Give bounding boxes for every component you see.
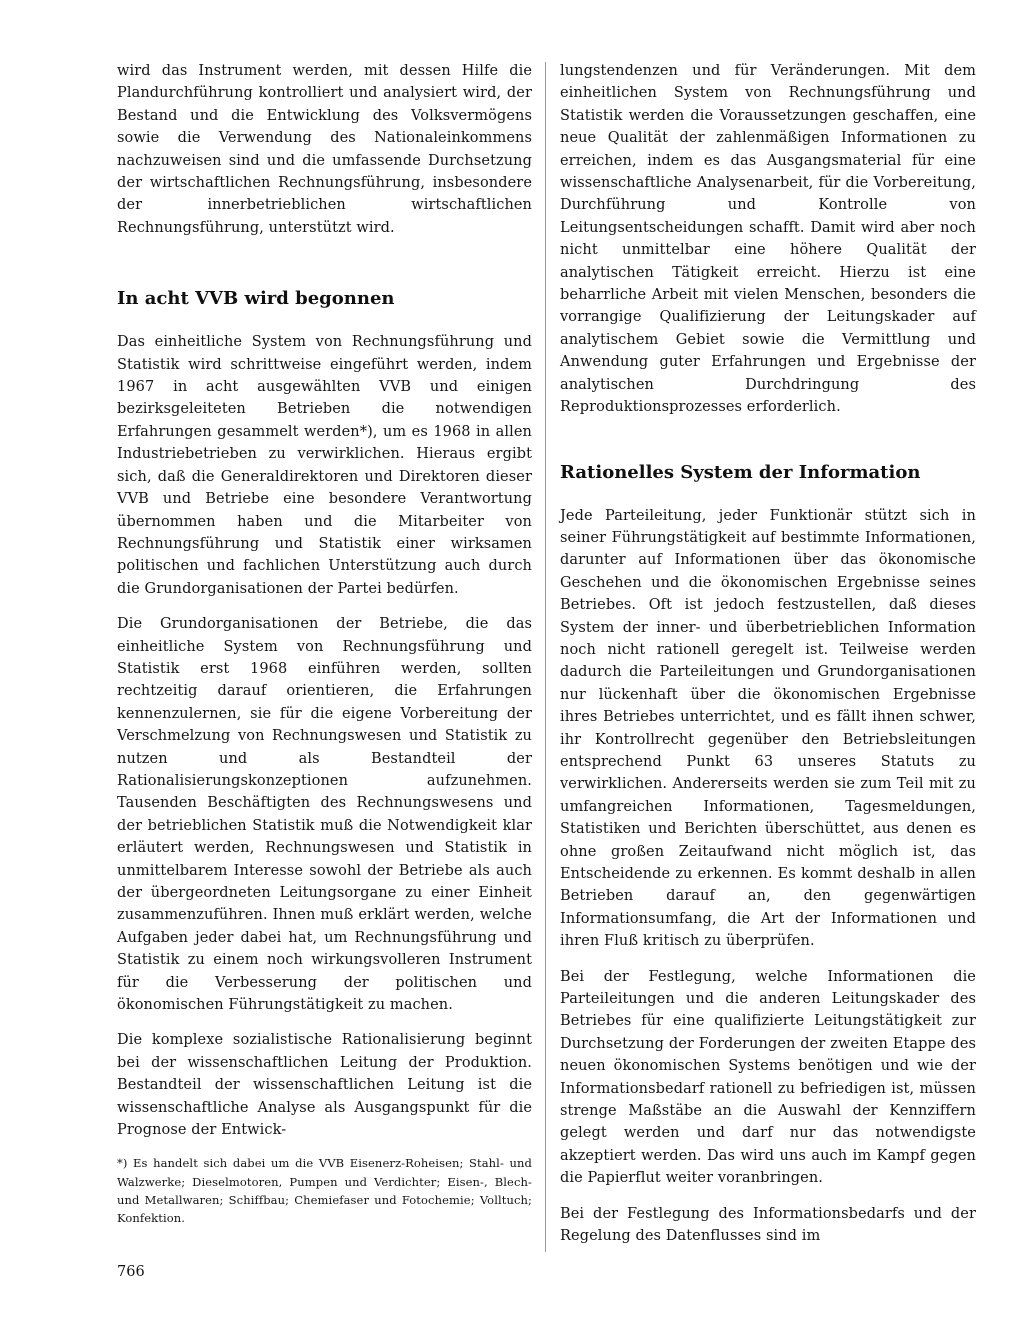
left-column xyxy=(117,60,532,1228)
page-number: 766 xyxy=(117,1264,145,1280)
paragraph-festlegung-datenfluss: Bei der Festlegung des Informationsbedarfs und der Regelung des Datenflusses sind im xyxy=(560,1205,976,1245)
paragraph-einfuehrung: Das einheitliche System von Rechnungsführung und Statistik wird schrittweise eingeführt werden, indem 1967 in acht ausgewählten VVB und einigen bezirksgeleiteten Betrieben die notwendigen Erfahrungen gesammelt werden*), um es 1968 in allen Industriebetrieben zu verwirklichen. Hieraus ergibt sich, daß die Generaldirektoren und Direktoren dieser VVB und Betriebe eine besondere Verantwortung übernommen haben und die Mitarbeiter von Rechnungsführung und Statistik einer wirksamen politischen und fachlichen Unterstützung auch durch die Grundorganisationen der Partei bedürfen. xyxy=(117,334,532,597)
section-heading-information: Rationelles System der Information xyxy=(560,461,921,483)
right-column xyxy=(560,60,976,1261)
left-intro-paragraph: wird das Instrument werden, mit dessen Hilfe die Plandurchführung kontrolliert und analysiert wird, der Bestand und die Entwicklung des Volksvermögens sowie die Verwendung des Nationaleinkommens nachzuweisen sind und die umfassende Durchsetzung der wirtschaftlichen Rechnungsführung, insbesondere der innerbetrieblichen wirtschaftlichen Rechnungsführung, unterstützt wird. xyxy=(117,63,532,236)
paragraph-grundorganisationen: Die Grundorganisationen der Betriebe, die das einheitliche System von Rechnungsführung und Statistik erst 1968 einführen werden, sollten rechtzeitig darauf orientieren, die Erfahrungen kennenzulernen, sie für die eigene Vorbereitung der Verschmelzung von Rechnungswesen und Statistik zu nutzen und als Bestandteil der Rationalisierungskonzeptionen aufzunehmen. Tausenden Beschäftigten des Rechnungswesens und der betrieblichen Statistik muß die Notwendigkeit klar erläutert werden, Rechnungswesen und Statistik in unmittelbarem Interesse sowohl der Betriebe als auch der übergeordneten Leitungsorgane zu einer Einheit zusammenzuführen. Ihnen muß erklärt werden, welche Aufgaben jeder dabei hat, um Rechnungsführung und Statistik zu einem noch wirkungsvolleren Instrument für die Verbesserung der politischen und ökonomischen Führungstätigkeit zu machen. xyxy=(117,616,532,1014)
paragraph-rationalisierung: Die komplexe sozialistische Rationalisierung beginnt bei der wissenschaftlichen Leitung der Produktion. Bestandteil der wissenschaftlichen Leitung ist die wissenschaftliche Analyse als Ausgangspunkt für die Prognose der Entwick- xyxy=(117,1032,532,1139)
paragraph-festlegung-informationen: Bei der Festlegung, welche Informationen die Parteileitungen und die anderen Leitungskader des Betriebes für eine qualifizierte Leitungstätigkeit zur Durchsetzung der Forderungen der zweiten Etappe des neuen ökonomischen Systems benötigen und wie der Informationsbedarf rationell zu befriedigen ist, müssen strenge Maßstäbe an die Auswahl der Kennziffern gelegt werden und darf nur das notwendigste akzeptiert werden. Das wird uns auch im Kampf gegen die Papierflut weiter voranbringen. xyxy=(560,968,976,1187)
footnote: *) Es handelt sich dabei um die VVB Eisenerz-Roheisen; Stahl- und Walzwerke; Dieselmotoren, Pumpen und Verdichter; Eisen-, Blech- und Metallwaren; Schiffbau; Chemiefaser und Fotochemie; Volltuch; Konfektion. xyxy=(117,1156,532,1226)
section-heading-vvb: In acht VVB wird begonnen xyxy=(117,288,395,310)
right-intro-paragraph: lungstendenzen und für Veränderungen. Mit dem einheitlichen System von Rechnungsführung und Statistik werden die Voraussetzungen geschaffen, eine neue Qualität der zahlenmäßigen Informationen zu erreichen, indem es das Ausgangsmaterial für eine wissenschaftliche Analysenarbeit, für die Vorbereitung, Durchführung und Kontrolle von Leitungsentscheidungen schafft. Damit wird aber noch nicht unmittelbar eine höhere Qualität der analytischen Tätigkeit erreicht. Hierzu ist eine beharrliche Arbeit mit vielen Menschen, besonders die vorrangige Qualifizierung der Leitungskader auf analytischem Gebiet sowie die Vermittlung und Anwendung guter Erfahrungen und Ergebnisse der analytischen Durchdringung des Reproduktionsprozesses erforderlich. xyxy=(560,63,976,416)
column-divider xyxy=(545,62,546,1252)
paragraph-parteileitung: Jede Parteileitung, jeder Funktionär stützt sich in seiner Führungstätigkeit auf bestimmte Informationen, darunter auf Informationen über das ökonomische Geschehen und die ökonomischen Ergebnisse seines Betriebes. Oft ist jedoch festzustellen, daß dieses System der inner- und überbetrieblichen Information noch nicht rationell geregelt ist. Teilweise werden dadurch die Parteileitungen und Grundorganisationen nur lückenhaft über die ökonomischen Ergebnisse ihres Betriebes unterrichtet, und es fällt ihnen schwer, ihr Kontrollrecht gegenüber den Betriebsleitungen entsprechend Punkt 63 unseres Statuts zu verwirklichen. Andererseits werden sie zum Teil mit zu umfangreichen Informationen, Tagesmeldungen, Statistiken und Berichten überschüttet, aus denen es ohne großen Zeitaufwand nicht möglich ist, das Entscheidende zu erkennen. Es kommt deshalb in allen Betrieben darauf an, den gegenwärtigen Informationsumfang, die Art der Informationen und ihren Fluß kritisch zu überprüfen. xyxy=(560,507,976,950)
